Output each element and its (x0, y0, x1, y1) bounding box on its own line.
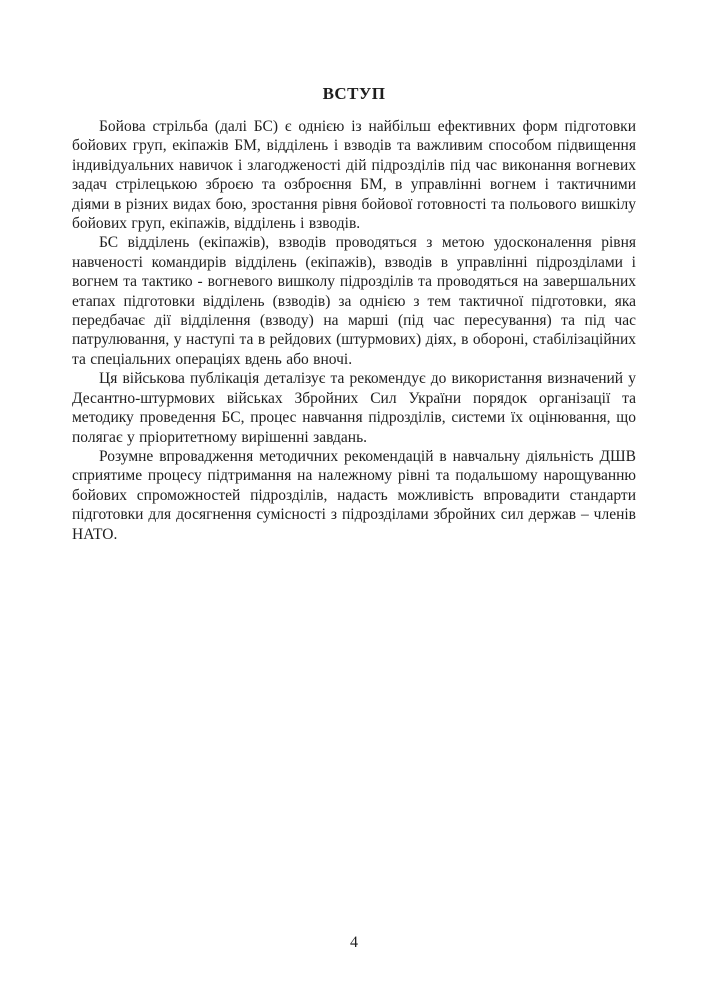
paragraph-1: Бойова стрільба (далі БС) є однією із найбільш ефективних форм підготовки бойових груп, екіпажів БМ, відділень і взводів та важливим способом підвищення індивідуальних навичок і злагодженості дій підрозділів під час виконання вогневих задач стрілецькою зброєю та озброєння БМ, в управлінні вогнем і тактичними діями в різних видах бою, зростання рівня бойової готовності та польового вишкілу бойових груп, екіпажів, відділень і взводів. (72, 118, 636, 233)
document-content (72, 84, 636, 544)
page-number: 4 (350, 934, 358, 951)
paragraph-4: Розумне впровадження методичних рекомендацій в навчальну діяльність ДШВ сприятиме процесу підтримання на належному рівні та подальшому нарощуванню бойових спроможностей підрозділів, надасть можливість впровадити стандарти підготовки для досягнення сумісності з підрозділами збройних сил держав – членів НАТО. (72, 447, 636, 543)
page-title: ВСТУП (322, 84, 386, 103)
paragraph-3: Ця військова публікація деталізує та рекомендує до використання визначений у Десантно-штурмових військах Збройних Сил України порядок організації та методику проведення БС, процес навчання підрозділів, системи їх оцінювання, що полягає у пріоритетному вирішенні завдань. (72, 370, 636, 446)
paragraph-2: БС відділень (екіпажів), взводів проводяться з метою удосконалення рівня навченості командирів відділень (екіпажів), взводів в управлінні підрозділами і вогнем та тактико - вогневого вишколу підрозділів та проводяться на завершальних етапах підготовки відділень (взводів) за однією з тем тактичної підготовки, яка передбачає дії відділення (взводу) на марші (під час пересування) та під час патрулювання, у наступі та в рейдових (штурмових) діях, в обороні, стабілізаційних та спеціальних операціях вдень або вночі. (72, 234, 636, 368)
